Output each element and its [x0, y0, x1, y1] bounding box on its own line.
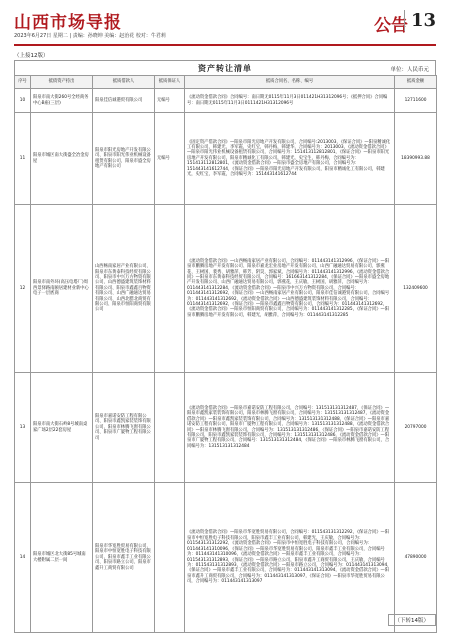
contract-cell: 《流动资金借款合同》—阳泉市华宽胜贸易有限公司，合同编号：011543131312292，《保证合同》—阳泉市中恒宽胜电子科技有限公司，阳泉市鑫丰工业有限公司，韩建光，王庆敏，合同编号为：011543131312292，《流动资金借款合同》—阳泉市中恒宽胜电子科技有限公司，合同编号为：011443141310096，《保证合同》—阳泉市华宽胜贸易有限公司，阳泉市鑫丰工业有限公司，合同编号为：011443141310096，《流动资金借款合同》—阳泉市鑫丰工业有限公司，合同编号为：011543131312893，《保证合同》—阳泉市路立公司，阳泉市鑫升工商贸有限公司，王庆敏，合同编号为：011543131312893，《流动资金借款合同》—阳泉市路立公司，合同编号为：011443141313094，《保证合同》—阳泉市鑫丰工业有限公司，合同编号为：011443141313094，《流动资金借款合同》—阳泉市鑫升工商贸有限公司，合同编号为：011443141313097，《保证合同》—阳泉市华宽胜贸易有限公司，合同编号为：011443141313097: [185, 483, 395, 633]
table-row: [15, 89, 437, 113]
borrower-cell: 阳泉市华宽胜贸易有限公司、阳泉市中恒宽胜电子科技有限公司、阳泉市鑫丰工业有限公司、阳泉市路立公司、阳泉市鑫升工商贸有限公司: [93, 483, 155, 633]
collateral-cell: 阳泉市城区南大街盛全冶金房屋: [31, 113, 93, 205]
table-row: [15, 205, 437, 373]
table-unit-note: 单位：人民币元: [390, 67, 429, 73]
guarantor-cell: [155, 205, 185, 373]
header-divider: [14, 44, 436, 46]
borrower-cell: 山西畅南家居产业有限公司、阳泉市东黄泰科技经贸有限公司、阳泉市中兴万方物资有限公司、山西德盛建筑装饰材料有限公司、阳泉市鑫鑫百物资有限公司、山西广融通达贸易有限公司、山西北腊北商贸有限公司、阳泉市恒阳商贸有限公司: [93, 205, 155, 373]
amount-cell: 20797000: [395, 373, 437, 483]
column-header: 抵债资产持出: [31, 76, 93, 89]
borrower-cell: 阳泉佳信诚港贸有限公司: [93, 89, 155, 113]
contract-cell: 《流动资金借款合同》—山西畅南家居产业有限公司，合同编号：011443141312996，《保证合同》—阳泉市鹏腾房地产开发有限公司、阳泉市嘉龙宏业房地产开发有限公司、山西广融通达贸易有限公司、郭燕花、王树国、裴秀、胡雅萍，韩芳、阴昊，郭家斌，合同编号为：011443141312996，《流动资金借款合同》—阳泉市东黄泰科技经贸有限公司，合同编号：161663141312284，《保证合同》—阳泉市盛全房地产开发有限公司、山西广融通达贸易有限公司，郭燕花，王庆敏，王树国，胡雅萍，合同编号为：011443141312284，《流动资金借款合同》—阳泉市中兴万方物资有限公司，合同编号：011443141312692，《保证合同》—山西畅南家居产业有限公司，阳泉市佳信诚港贸有限公司，合同编号为：011443141312692，《流动资金借款合同》—山西德盛建筑装饰材料有限公司，合同编号：011443141312692，《保证合同》—阳泉市鑫鑫百物资有限公司，合同编号为：011443141312692，《流动资金借款合同》—阳泉市恒阳商贸有限公司，合同编号为：011443141312285，《保证合同》—阳泉市鹏腾房地产开发有限公司，韩建光，胡雅萍，合同编号为：011443141312285: [185, 205, 395, 373]
column-header: 抵质借款人: [93, 76, 155, 89]
collateral-cell: 阳泉市南大街260号全经商务中心B座(三层): [31, 89, 93, 113]
page-number: 13: [404, 10, 436, 31]
row-number: 11: [15, 113, 31, 205]
column-header: 序号: [15, 76, 31, 89]
table-title-row: [14, 60, 436, 75]
section-title: 公告: [374, 16, 408, 36]
amount-cell: 132409600: [395, 205, 437, 373]
continued-on-note: （下转14版）: [388, 614, 437, 626]
contract-cell: 《流动资金借款合同》—阳泉市嘉诺安防工程有限公司，合同编号：131513131312487，《保证合同》—阳泉市鑫凯家装装饰有限公司，阳泉市林腾飞窗有限公司，合同编号为：131513131312487，《流动资金借款合同》—阳泉市鑫凯家装装饰有限公司，合同编号为：131513131312488，《保证合同》—阳泉市嘉诺安防工程有限公司，阳泉市广厦物工程有限公司，合同编号为：131513131312488，《流动资金借款合同》—阳泉市林腾飞窗有限公司，合同编号为：131513131312486，《保证合同》—阳泉市嘉诺安防工程有限公司，阳泉市鑫凯家装装饰有限公司，合同编号为：131513131312486，《流动资金借款合同》—阳泉市广厦物工程有限公司，合同编号：131513131312484，《保证合同》—阳泉市林腾飞窗有限公司，合同编号为：131513131312484: [185, 373, 395, 483]
amount-cell: 12711600: [395, 89, 437, 113]
row-number: 13: [15, 373, 31, 483]
row-number: 14: [15, 483, 31, 633]
column-header: 抵质保证人: [155, 76, 185, 89]
amount-cell: 47890000: [395, 483, 437, 633]
issue-info-line: 2023年6月27日 星期二 | 责编：孙晓坤 美编：赵治花 校对：牛君莉: [14, 33, 166, 39]
guarantor-cell: [155, 373, 185, 483]
page-header: [14, 8, 436, 42]
amount-cell: 18390993.88: [395, 113, 437, 205]
guarantor-cell: 无编号: [155, 113, 185, 205]
contract-cell: 《固定资产借款合同》—阳泉市阳光房地产开发有限公司，合同编号:2013003，《保证合同》—阳泉精诚化工有限公司，韩建光，李军霞，史红宝，韩丹梅，韩建华，合同编号为：2013003，《流动资金借款合同》—阳泉市阳光伟业机械设备租赁有限公司，合同编号为：151413112812801，《保证合同》—阳泉市阳光房地产开发有限公司，阳泉市精诚化工有限公司，韩建光，史宝生，韩丹梅，合同编号为：151413112812801，《流动资金借款合同》—阳泉市盛全房地产有限公司，合同编号为：151443141612744，《保证合同》—阳泉市阳光房地产开发有限公司，阳泉市精诚化工有限公司，韩建光，史红宝，李军霞，合同编号为：151443141612744: [185, 113, 395, 205]
guarantor-cell: 无编号: [155, 89, 185, 113]
newspaper-masthead: 山西市场导报: [14, 13, 122, 33]
column-header: 抵质合同名、名称、编号: [185, 76, 395, 89]
table-row: [15, 113, 437, 205]
column-header: 抵质金额: [395, 76, 437, 89]
asset-transfer-table: [14, 60, 436, 633]
table-header-row: [15, 76, 437, 89]
contract-cell: 《流动资金借款合同》合同编号：南日期无0115年11月3日011421H31312096号；《抵押合同》合同编号：南日期无0115年11月3日0111421H31312096号: [185, 89, 395, 113]
borrower-cell: 阳泉市嘉诺安防工程有限公司、阳泉市鑫凯家装装饰有限公司、阳泉市林腾飞窗有限公司、阳泉市广厦物工程有限公司: [93, 373, 155, 483]
table-row: [15, 483, 437, 633]
collateral-cell: 阳泉市南外环(高压电塔厂)周西景驿路南颐居建材业新中心电子一层底商: [31, 205, 93, 373]
collateral-cell: 阳泉市城区北大街85号城南大楼附属二层一间: [31, 483, 93, 633]
guarantor-cell: [155, 483, 185, 633]
continuation-note: （上接12版）: [14, 53, 49, 59]
table-title: 资产转让清单: [198, 64, 252, 73]
row-number: 12: [15, 205, 31, 373]
borrower-cell: 阳泉市阳光房地产开发有限公司、阳泉市阳光伟业机械设备租赁有限公司、阳泉市盛全房地产有限公司: [93, 113, 155, 205]
row-number: 10: [15, 89, 31, 113]
table-row: [15, 373, 437, 483]
collateral-cell: 阳泉市南大街石岭8号城南桌家广场2层22套房屋: [31, 373, 93, 483]
